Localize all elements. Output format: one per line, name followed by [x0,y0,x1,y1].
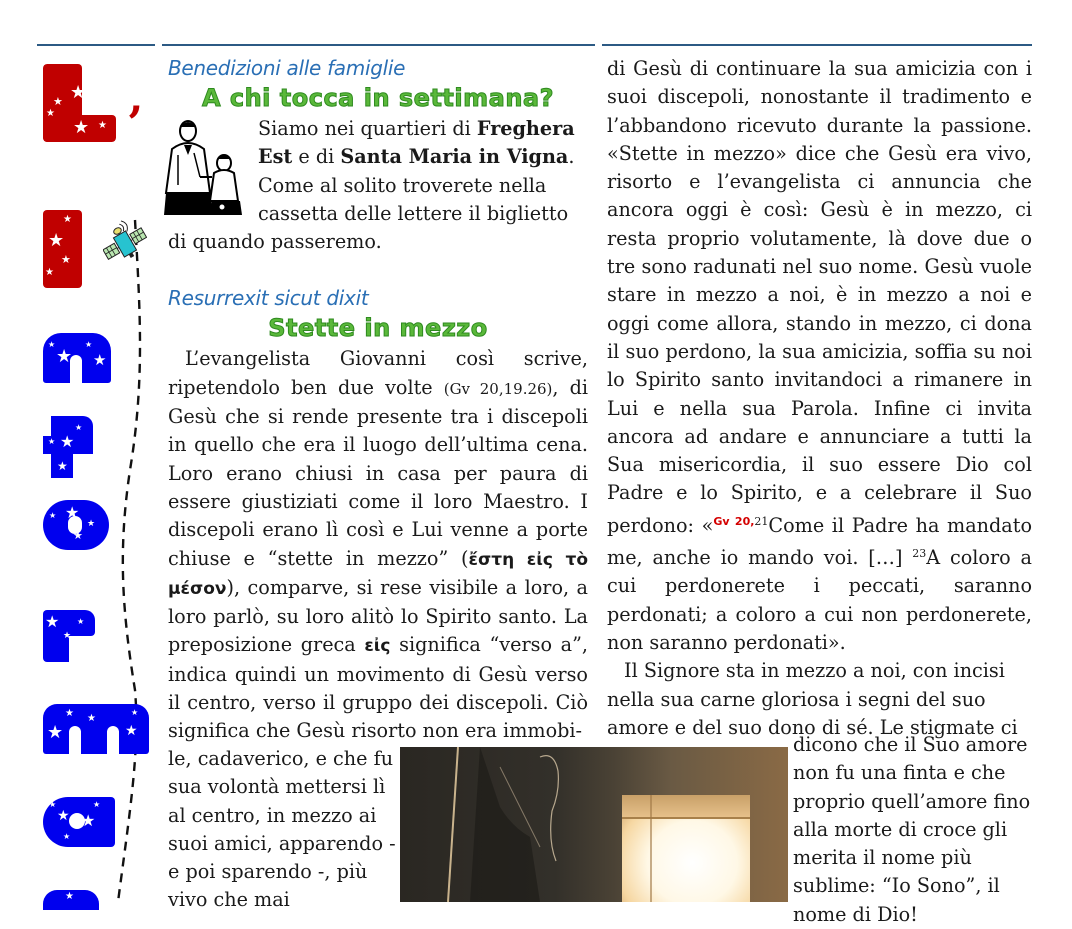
masthead-letter-a: ★ ★ ★ ★ ★ [43,797,115,847]
neighborhood-santa-maria: Santa Maria in Vigna [340,145,569,169]
signore-paragraph: Il Signore sta in mezzo a noi, con incisi nella sua carne gloriosa i segni del suo amore e del suo dono di sé. Le stigmate ci [607,659,1018,739]
section-kicker-resurrexit: Resurrexit sicut dixit [168,286,369,311]
signore-paragraph-continued: dicono che il Suo amore non fu una finta e che proprio quell’amore fino alla morte di croce gli merita il nome più sublime: “Io Sono”, il nome di Dio! [793,733,1031,926]
masthead-letter-m: ★ ★ ★ ★ ★ [43,704,149,754]
verse-number-21: 21 [754,514,769,528]
stette-paragraph-continued: le, cadaverico, e che fu sua volontà mettersi lì al centro, in mezzo ai suoi amici, apparendo - e poi sparendo -, più vivo che mai [168,747,396,912]
satellite-icon [103,218,147,268]
right-column [607,55,1032,742]
masthead-letter-o: ★ ★ ★ ★ [43,500,109,550]
masthead-letter-n: ★ ★ ★ ★ [43,333,111,383]
masthead-letter-f: ★ ★ ★ ★ [43,416,93,478]
verse-number-23: 23 [912,547,927,561]
header-rule-middle [162,44,595,46]
blessings-paragraph: Siamo nei quartieri di Freghera Est e di Santa Maria in Vigna. Come al solito troverete nella cassetta delle lettere il biglietto di quando passeremo. [168,115,588,256]
vertical-masthead [0,50,160,902]
neighborhood-freghera: Freghera Est [258,117,575,169]
greek-preposition: εἰς [364,636,391,657]
section-headline-blessings: A chi tocca in settimana? [201,84,555,112]
section-headline-stette: Stette in mezzo [268,314,488,343]
masthead-letter-I: ★ ★ ★ ★ [43,210,82,288]
masthead-letter-r: ★ ★ ★ [43,610,95,662]
priest-and-altar-boy-illustration [164,119,252,219]
photo-silhouette [440,747,580,902]
middle-column [168,55,588,746]
continuation-paragraph: di Gesù di continuare la sua amicizia con i suoi discepoli, nonostante il tradimento e l’abbandono ricevuto durante la passione. «Stette in mezzo» dice che Gesù era vivo, risorto e l’evangelista ci annuncia che ancora oggi è così: Gesù è in mezzo, ci resta proprio volutamente, là dove due o tre sono radunati nel suo nome. Gesù vuole stare in mezzo a noi, è in mezzo a noi e oggi come allora, stando in mezzo, ci dona il suo perdono, la sua amicizia, soffia su noi lo Spirito santo invitandoci a rimanere in Lui e nella sua Parola. Infine ci invita ancora ad andare e annunciare a tutti la Sua misericordia, il suo essere Dio col Padre e lo Spirito, e a celebrare il Suo perdono: «$^{Gv 20,21}$Come il Padre ha mandato me, anche io mando voi. […] $^{23}$A coloro a cui perdonerete i peccati, saranno perdonati; a coloro a cui non perdonerete, non saranno perdonati». [607,57,1032,654]
verse-ref-gospel: Gv 20, [713,514,755,528]
masthead-letter-L: ★ ★ ★ ★ ★ [43,64,116,142]
masthead-apostrophe: ’ [127,96,144,150]
header-rule-left [37,44,155,46]
section-kicker-blessings: Benedizioni alle famiglie [168,56,406,80]
greek-phrase: ἔστη εἰς τὸ μέσον [168,549,588,599]
masthead-letter-t: ★ [43,890,99,910]
sunlit-window-photo [400,747,788,902]
photo-window-mullion [650,795,652,902]
photo-window-frame [622,795,750,819]
stette-paragraph: L’evangelista Giovanni così scrive, ripetendolo ben due volte (Gv 20,19.26), di Gesù che si rende presente tra i discepoli in quello che era il luogo dell’ultima cena. Loro erano chiusi in casa per paura di essere giustiziati come il loro Maestro. I discepoli erano lì così e Lui venne a porte chiuse e “stette in mezzo” (ἔστη εἰς τὸ μέσον), comparve, si rese visibile a loro, a loro parlò, su loro alitò lo Spirito santo. La preposizione greca εἰς significa “verso a”, indica quindi un movimento di Gesù verso il centro, verso il gruppo dei discepoli. Ciò significa che Gesù risorto non era immobi- [168,347,588,743]
verse-reference: (Gv 20,19.26) [443,379,553,398]
header-rule-right [602,44,1032,46]
